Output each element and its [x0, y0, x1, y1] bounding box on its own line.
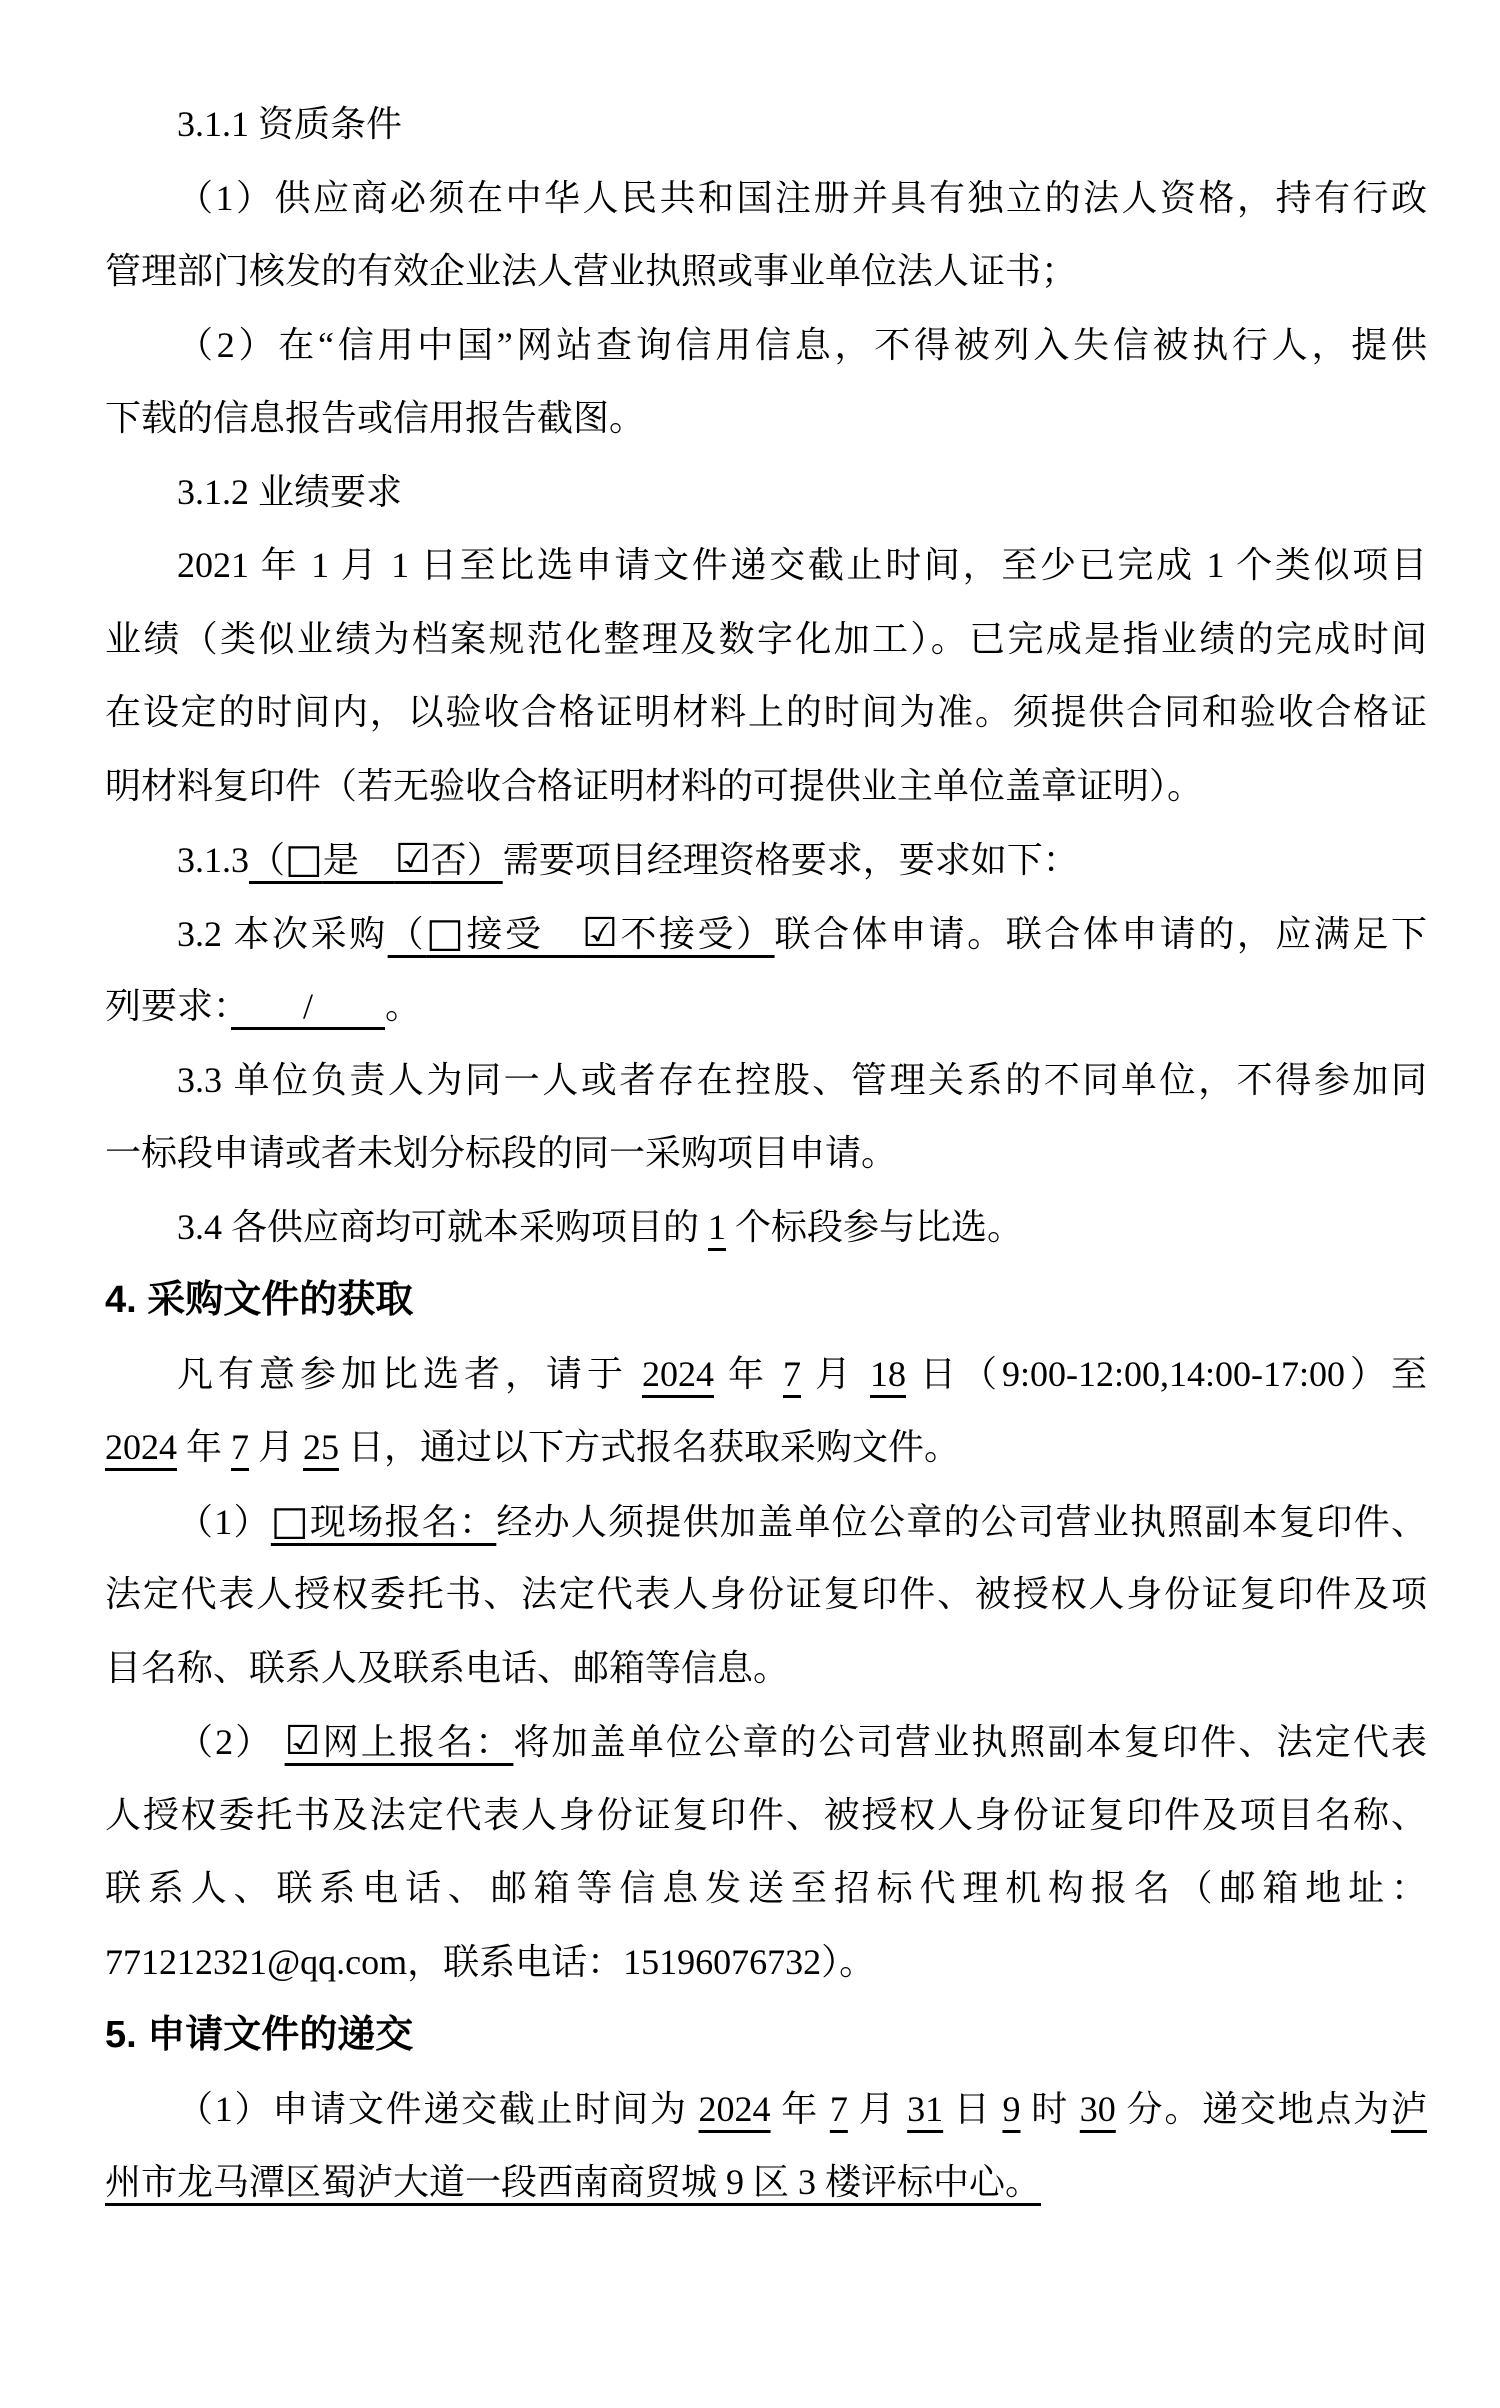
line-performance-title: [105, 456, 1427, 530]
text: 月: [800, 1353, 870, 1394]
text: 2024: [105, 1427, 177, 1467]
text: 经办人须提供加盖单位公章的公司营业执照副本复印件、: [496, 1501, 1427, 1542]
text: 人授权委托书及法定代表人身份证复印件、被授权人身份证复印件及项目名称、: [105, 1794, 1427, 1835]
heading-text: 4. 采购文件的获取: [105, 1279, 414, 1321]
blank-slash-field: /: [231, 986, 386, 1026]
text: 25: [303, 1427, 340, 1467]
line-contact-info: [105, 1926, 1427, 2000]
line-same-controller-a: [105, 1044, 1427, 1118]
heading-text: 5. 申请文件的递交: [105, 2014, 414, 2056]
text: 月: [847, 2088, 908, 2129]
line-consortium-a: [105, 897, 1427, 971]
text: 在设定的时间内，以验收合格证明材料上的时间为准。须提供合同和验收合格证: [105, 692, 1427, 732]
text: 需要项目经理资格要求，要求如下：: [502, 840, 1079, 880]
text: 3.4 各供应商均可就本采购项目的: [177, 1206, 709, 1247]
text: 下载的信息报告或信用报告截图。: [105, 398, 646, 438]
text: 年: [770, 2088, 830, 2129]
text: （1）: [177, 1501, 271, 1542]
text: 日（9:00-12:00,14:00-17:00）至: [905, 1353, 1427, 1394]
text: 30: [1079, 2088, 1116, 2129]
heading-application-submission: [105, 1999, 1427, 2073]
line-qualification-title: [105, 88, 1427, 162]
text: 7: [829, 2088, 848, 2129]
text: 泸: [1390, 2088, 1427, 2129]
text: 法定代表人授权委托书、法定代表人身份证复印件、被授权人身份证复印件及项: [105, 1574, 1427, 1614]
text: 3.1.1 资质条件: [177, 104, 403, 144]
checkbox-checked-icon: ☑: [394, 836, 431, 882]
text: 3.3 单位负责人为同一人或者存在控股、管理关系的不同单位，不得参加同: [177, 1059, 1427, 1100]
text: 管理部门核发的有效企业法人营业执照或事业单位法人证书；: [105, 251, 1078, 291]
line-onsite-registration-a: [105, 1485, 1427, 1559]
line-credit-check-2b: [105, 382, 1427, 456]
text: 年: [177, 1427, 232, 1467]
text: 9: [1002, 2088, 1021, 2129]
text: 年: [713, 1353, 783, 1394]
text: 时: [1020, 2088, 1080, 2129]
line-onsite-registration-b: [105, 1558, 1427, 1632]
line-online-registration-b: [105, 1779, 1427, 1853]
line-online-registration-a: [105, 1705, 1427, 1779]
text: 明材料复印件（若无验收合格证明材料的可提供业主单位盖章证明）。: [105, 765, 1204, 806]
text: 2024: [698, 2088, 771, 2129]
text: 一标段申请或者未划分标段的同一采购项目申请。: [105, 1133, 898, 1173]
text: 7: [782, 1353, 801, 1394]
text: 771212321@qq.com，联系电话：15196076732）。: [105, 1941, 876, 1982]
text: 接受: [466, 913, 583, 954]
text: 7: [231, 1427, 250, 1467]
text: （1）申请文件递交截止时间为: [177, 2088, 699, 2129]
document-body: [105, 88, 1427, 2220]
line-online-registration-c: [105, 1852, 1427, 1926]
checkbox-unchecked-icon: □: [426, 909, 467, 956]
checkbox-unchecked-icon: □: [270, 1497, 310, 1544]
line-same-controller-b: [105, 1117, 1427, 1191]
text: 2024: [641, 1353, 714, 1394]
text: 日，通过以下方式报名获取采购文件。: [339, 1427, 961, 1467]
text: 3.2 本次采购: [177, 913, 388, 954]
line-onsite-registration-c: [105, 1632, 1427, 1706]
text: 列要求：: [105, 986, 232, 1026]
line-submission-deadline-b: [105, 2146, 1427, 2220]
line-pm-requirement: [105, 823, 1427, 897]
text: 日: [943, 2088, 1003, 2129]
text: 2021 年 1 月 1 日至比选申请文件递交截止时间，至少已完成 1 个类似项目: [177, 545, 1427, 585]
text: 月: [249, 1427, 304, 1467]
line-performance-c: [105, 676, 1427, 750]
text: 联合体申请。联合体申请的，应满足下: [774, 913, 1427, 954]
text: 现场报名：: [309, 1501, 497, 1542]
line-credit-check-2a: [105, 309, 1427, 383]
text: 。: [385, 986, 422, 1026]
line-submission-deadline-a: [105, 2073, 1427, 2147]
checkbox-checked-icon: ☑: [582, 909, 618, 956]
checkbox-checked-icon: ☑: [284, 1718, 321, 1764]
line-supplier-req-1a: [105, 162, 1427, 236]
text: 否）: [430, 840, 503, 880]
line-acquisition-period-a: [105, 1338, 1427, 1412]
text: （: [387, 913, 427, 954]
text: 1: [708, 1206, 727, 1247]
text: 个标段参与比选。: [726, 1206, 1024, 1247]
text: 3.1.2 业绩要求: [177, 471, 403, 512]
text: （: [249, 840, 286, 880]
text: （2）: [177, 1722, 285, 1762]
line-acquisition-period-b: [105, 1411, 1427, 1485]
text: （2）在“信用中国”网站查询信用信息，不得被列入失信被执行人，提供: [177, 324, 1427, 365]
text: （1）供应商必须在中华人民共和国注册并具有独立的法人资格，持有行政: [177, 177, 1427, 218]
text: 分。递交地点为: [1115, 2088, 1391, 2129]
heading-document-acquisition: [105, 1264, 1427, 1338]
text: 业绩（类似业绩为档案规范化整理及数字化加工）。已完成是指业绩的完成时间: [105, 618, 1427, 659]
text: 不接受）: [617, 913, 775, 954]
text: 18: [869, 1353, 906, 1394]
line-performance-b: [105, 603, 1427, 677]
checkbox-unchecked-icon: □: [285, 836, 323, 882]
line-consortium-b: [105, 970, 1427, 1044]
text: 凡有意参加比选者，请于: [177, 1353, 642, 1394]
text: 3.1.3: [177, 840, 249, 880]
text: 州市龙马潭区蜀泸大道一段西南商贸城 9 区 3 楼评标中心。: [105, 2162, 1042, 2202]
text: 联系人、联系电话、邮箱等信息发送至招标代理机构报名（邮箱地址：: [105, 1868, 1427, 1908]
text: 目名称、联系人及联系电话、邮箱等信息。: [105, 1647, 790, 1688]
line-performance-d: [105, 750, 1427, 824]
text: 网上报名：: [320, 1722, 514, 1762]
text: 是: [322, 840, 395, 880]
text: 31: [907, 2088, 944, 2129]
line-supplier-req-1b: [105, 235, 1427, 309]
text: 将加盖单位公章的公司营业执照副本复印件、法定代表: [513, 1722, 1427, 1762]
line-performance-a: [105, 529, 1427, 603]
line-lot-participation: [105, 1191, 1427, 1265]
